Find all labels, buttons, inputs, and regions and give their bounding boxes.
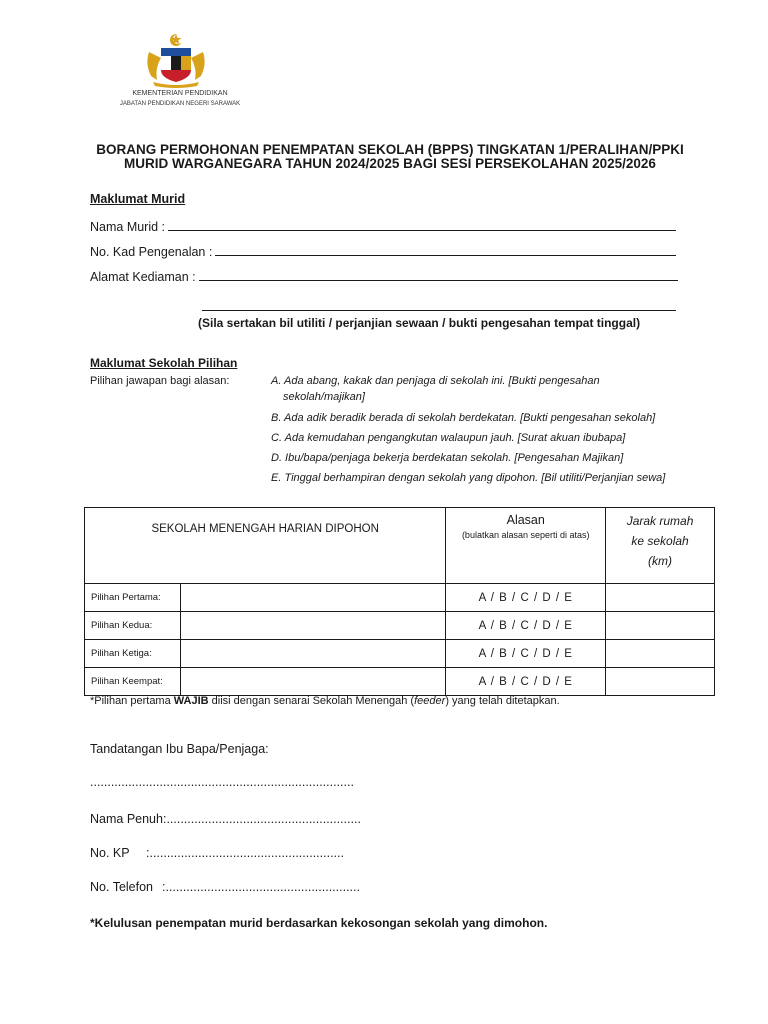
footnote-italic: feeder bbox=[414, 695, 446, 707]
signature-label: Tandatangan Ibu Bapa/Penjaga: bbox=[90, 742, 269, 756]
distance-cell[interactable] bbox=[606, 612, 715, 640]
kp-dots[interactable]: :........................................................ bbox=[146, 846, 344, 860]
reason-c: C. Ada kemudahan pengangkutan walaupun jauh. [Surat akuan ibubapa] bbox=[271, 432, 626, 444]
header-reason bbox=[446, 508, 606, 584]
address-label: Alamat Kediaman : bbox=[90, 270, 196, 284]
student-name-line[interactable] bbox=[168, 229, 676, 231]
header-distance bbox=[606, 508, 715, 584]
reason-e: E. Tinggal berhampiran dengan sekolah yang dipohon. [Bil utiliti/Perjanjian sewa] bbox=[271, 472, 666, 484]
footnote-middle: diisi dengan senarai Sekolah Menengah ( bbox=[208, 695, 415, 707]
form-title bbox=[60, 143, 720, 171]
address-line-1[interactable] bbox=[199, 279, 678, 281]
row-label: Pilihan Keempat: bbox=[85, 668, 181, 696]
footnote-prefix: *Pilihan pertama bbox=[90, 695, 174, 707]
school-name-cell[interactable] bbox=[180, 640, 445, 668]
ministry-line: KEMENTERIAN PENDIDIKAN bbox=[132, 90, 228, 97]
distance-cell[interactable] bbox=[606, 668, 715, 696]
coat-of-arms-logo bbox=[143, 32, 209, 88]
phone-label: No. Telefon bbox=[90, 880, 154, 894]
department-line: JABATAN PENDIDIKAN NEGERI SARAWAK bbox=[119, 101, 241, 107]
table-row bbox=[85, 612, 715, 640]
row-label: Pilihan Kedua: bbox=[85, 612, 181, 640]
kp-label: No. KP bbox=[90, 846, 130, 860]
ic-number-field[interactable] bbox=[90, 245, 676, 259]
school-choice-table bbox=[84, 507, 715, 696]
header-distance-2: ke sekolah bbox=[631, 534, 689, 548]
school-name-cell[interactable] bbox=[180, 584, 445, 612]
reason-b: B. Ada adik beradik berada di sekolah berdekatan. [Bukti pengesahan sekolah] bbox=[271, 412, 656, 424]
reason-a: A. Ada abang, kakak dan penjaga di sekolah ini. [Bukti pengesahan bbox=[271, 375, 600, 387]
ic-number-label: No. Kad Pengenalan : bbox=[90, 245, 213, 259]
table-row bbox=[85, 668, 715, 696]
reason-options-cell[interactable]: A / B / C / D / E bbox=[446, 640, 606, 668]
school-section-heading: Maklumat Sekolah Pilihan bbox=[90, 356, 238, 370]
address-field[interactable] bbox=[90, 270, 678, 284]
student-section-heading: Maklumat Murid bbox=[90, 192, 186, 206]
ic-number-line[interactable] bbox=[215, 254, 676, 256]
header-reason-sub: (bulatkan alasan seperti di atas) bbox=[461, 530, 590, 540]
footnote-suffix: ) yang telah ditetapkan. bbox=[445, 695, 560, 707]
distance-cell[interactable] bbox=[606, 584, 715, 612]
header-reason-title: Alasan bbox=[506, 513, 545, 527]
footnote-bold: WAJIB bbox=[173, 695, 209, 707]
header-school: SEKOLAH MENENGAH HARIAN DIPOHON bbox=[85, 508, 446, 584]
school-name-cell[interactable] bbox=[180, 668, 445, 696]
reason-label: Pilihan jawapan bagi alasan: bbox=[90, 375, 230, 387]
reason-options-cell[interactable]: A / B / C / D / E bbox=[446, 668, 606, 696]
feeder-footnote bbox=[90, 695, 560, 707]
full-name-dots[interactable]: ........................................................ bbox=[166, 812, 361, 826]
reason-a-cont: sekolah/majikan] bbox=[283, 391, 365, 403]
title-line-2: MURID WARGANEGARA TAHUN 2024/2025 BAGI SESI PERSEKOLAHAN 2025/2026 bbox=[124, 156, 656, 171]
address-line-2[interactable] bbox=[202, 310, 676, 311]
approval-note: *Kelulusan penempatan murid berdasarkan kekosongan sekolah yang dimohon. bbox=[90, 916, 548, 930]
phone-dots[interactable]: :........................................................ bbox=[162, 880, 360, 894]
student-name-field[interactable] bbox=[90, 220, 676, 234]
title-line-1: BORANG PERMOHONAN PENEMPATAN SEKOLAH (BPPS) TINGKATAN 1/PERALIHAN/PPKI bbox=[96, 142, 684, 157]
header-distance-1: Jarak rumah bbox=[626, 514, 694, 528]
kp-field[interactable] bbox=[90, 846, 344, 860]
full-name-label: Nama Penuh: bbox=[90, 812, 167, 826]
reason-d: D. Ibu/bapa/penjaga bekerja berdekatan sekolah. [Pengesahan Majikan] bbox=[271, 452, 624, 464]
reason-options-cell[interactable]: A / B / C / D / E bbox=[446, 584, 606, 612]
distance-cell[interactable] bbox=[606, 640, 715, 668]
row-label: Pilihan Ketiga: bbox=[85, 640, 181, 668]
reason-options-cell[interactable]: A / B / C / D / E bbox=[446, 612, 606, 640]
student-name-label: Nama Murid : bbox=[90, 220, 166, 234]
signature-line[interactable]: ............................................................................ bbox=[90, 775, 354, 789]
table-header-row bbox=[85, 508, 715, 584]
row-label: Pilihan Pertama: bbox=[85, 584, 181, 612]
table-row bbox=[85, 584, 715, 612]
table-row bbox=[85, 640, 715, 668]
full-name-field[interactable] bbox=[90, 812, 361, 826]
school-name-cell[interactable] bbox=[180, 612, 445, 640]
address-note: (Sila sertakan bil utiliti / perjanjian sewaan / bukti pengesahan tempat tinggal) bbox=[198, 316, 641, 330]
ministry-name bbox=[110, 89, 250, 109]
phone-field[interactable] bbox=[90, 880, 360, 894]
header-distance-3: (km) bbox=[648, 554, 673, 568]
